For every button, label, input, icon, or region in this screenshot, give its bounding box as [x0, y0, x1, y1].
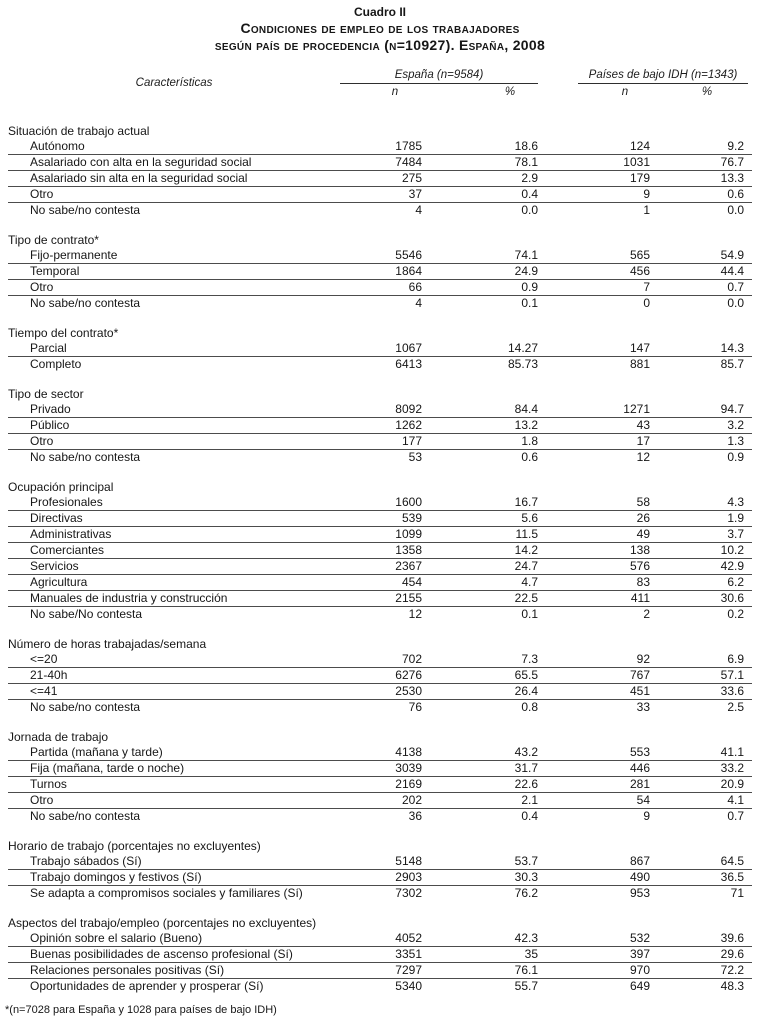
row-value: 4.7	[521, 575, 538, 589]
row-value: 0.0	[727, 203, 744, 217]
row-value: 76	[408, 700, 422, 714]
row-value: 54	[636, 793, 650, 807]
row-value: 22.5	[514, 591, 538, 605]
table-row	[8, 793, 752, 809]
row-value: 20.9	[720, 777, 744, 791]
row-value: 14.2	[514, 543, 538, 557]
row-label: Fija (mañana, tarde o noche)	[30, 761, 185, 775]
row-label: Directivas	[30, 511, 83, 525]
row-value: 0.6	[727, 187, 744, 201]
table-row	[8, 700, 752, 716]
row-value: 30.3	[514, 870, 538, 884]
row-value: 33	[636, 700, 650, 714]
row-value: 539	[401, 511, 422, 525]
row-value: 22.6	[514, 777, 538, 791]
row-value: 3351	[395, 947, 422, 961]
table-section	[8, 325, 752, 373]
row-value: 576	[629, 559, 650, 573]
row-value: 26.4	[514, 684, 538, 698]
row-value: 94.7	[720, 402, 744, 416]
row-label: No sabe/no contesta	[30, 296, 141, 310]
row-label: Partida (mañana y tarde)	[30, 745, 163, 759]
row-label: Privado	[30, 402, 71, 416]
table-row	[8, 809, 752, 825]
table-row	[8, 187, 752, 203]
row-value: 7	[643, 280, 650, 294]
row-value: 147	[629, 341, 650, 355]
row-label: Otro	[30, 793, 54, 807]
row-value: 0.9	[727, 450, 744, 464]
row-value: 55.7	[514, 979, 538, 993]
section-header: Aspectos del trabajo/empleo (porcentajes no excluyentes)	[8, 916, 317, 930]
row-value: 881	[629, 357, 650, 371]
row-value: 9	[643, 187, 650, 201]
row-value: 14.27	[507, 341, 538, 355]
row-value: 1067	[395, 341, 422, 355]
table-title-block	[0, 0, 760, 54]
row-value: 16.7	[514, 495, 538, 509]
row-value: 4	[415, 203, 422, 217]
table-title-line1: Condiciones de empleo de los trabajadores	[240, 20, 520, 36]
row-value: 66	[408, 280, 422, 294]
row-value: 2169	[395, 777, 422, 791]
row-value: 490	[629, 870, 650, 884]
table-section	[8, 729, 752, 825]
row-value: 85.73	[507, 357, 538, 371]
col-subheader-idh-n: n	[621, 86, 629, 98]
row-value: 4.3	[727, 495, 744, 509]
row-label: Administrativas	[30, 527, 112, 541]
table-row	[8, 248, 752, 264]
row-label: Se adapta a compromisos sociales y familiares (Sí)	[30, 886, 303, 900]
row-value: 0.7	[727, 280, 744, 294]
row-value: 281	[629, 777, 650, 791]
row-value: 1031	[623, 155, 650, 169]
table-row	[8, 139, 752, 155]
col-subheader-idh-pct: %	[701, 86, 713, 98]
row-label: No sabe/no contesta	[30, 809, 141, 823]
table-row	[8, 931, 752, 947]
table-row	[8, 418, 752, 434]
table-section	[8, 232, 752, 312]
row-value: 10.2	[720, 543, 744, 557]
row-value: 18.6	[514, 139, 538, 153]
row-value: 11.5	[515, 527, 538, 541]
row-value: 44.4	[720, 264, 744, 278]
row-value: 2.5	[727, 700, 744, 714]
row-value: 39.6	[720, 931, 744, 945]
section-header: Tipo de sector	[8, 387, 84, 401]
row-value: 446	[629, 761, 650, 775]
row-value: 1.9	[727, 511, 744, 525]
table-row	[8, 434, 752, 450]
row-value: 31.7	[514, 761, 538, 775]
row-value: 36	[408, 809, 422, 823]
row-value: 2903	[395, 870, 422, 884]
row-value: 649	[629, 979, 650, 993]
row-value: 83	[636, 575, 650, 589]
row-value: 953	[629, 886, 650, 900]
table-row	[8, 543, 752, 559]
row-value: 65.5	[514, 668, 538, 682]
table-row	[8, 495, 752, 511]
table-row	[8, 511, 752, 527]
table-row	[8, 963, 752, 979]
row-label: Temporal	[30, 264, 80, 278]
table-row	[8, 357, 752, 373]
row-value: 6.9	[727, 652, 744, 666]
row-value: 565	[629, 248, 650, 262]
row-value: 2367	[395, 559, 422, 573]
row-value: 35	[524, 947, 538, 961]
row-value: 33.6	[720, 684, 744, 698]
row-value: 76.7	[720, 155, 744, 169]
row-value: 5546	[395, 248, 422, 262]
table-row	[8, 886, 752, 902]
row-value: 41.1	[720, 745, 744, 759]
row-value: 970	[629, 963, 650, 977]
row-value: 454	[401, 575, 422, 589]
table-row	[8, 171, 752, 187]
table-row	[8, 870, 752, 886]
row-label: Oportunidades de aprender y prosperar (Sí)	[30, 979, 264, 993]
row-value: 532	[629, 931, 650, 945]
row-value: 37	[408, 187, 422, 201]
row-value: 26	[636, 511, 650, 525]
row-value: 867	[629, 854, 650, 868]
row-label: 21-40h	[30, 668, 68, 682]
row-value: 4	[415, 296, 422, 310]
row-value: 202	[401, 793, 422, 807]
row-label: Manuales de industria y construcción	[30, 591, 228, 605]
row-value: 14.3	[720, 341, 744, 355]
section-header: Tiempo del contrato*	[8, 326, 119, 340]
row-value: 0.4	[521, 187, 538, 201]
row-value: 42.9	[720, 559, 744, 573]
row-label: Trabajo sábados (Sí)	[30, 854, 142, 868]
row-value: 1	[643, 203, 650, 217]
row-value: 43.2	[514, 745, 538, 759]
row-value: 4.1	[727, 793, 744, 807]
row-value: 1600	[395, 495, 422, 509]
row-label: Profesionales	[30, 495, 103, 509]
table-title-line2: según país de procedencia (n=10927). España, 2008	[214, 37, 546, 53]
table-row	[8, 668, 752, 684]
row-value: 7302	[395, 886, 422, 900]
row-label: No sabe/no contesta	[30, 203, 141, 217]
table-section	[8, 123, 752, 219]
table-row	[8, 591, 752, 607]
row-value: 13.2	[514, 418, 538, 432]
row-value: 1864	[395, 264, 422, 278]
row-value: 397	[629, 947, 650, 961]
row-value: 78.1	[514, 155, 538, 169]
row-value: 72.2	[720, 963, 744, 977]
row-value: 0.1	[521, 607, 538, 621]
row-label: Otro	[30, 187, 54, 201]
table-row	[8, 947, 752, 963]
row-value: 13.3	[720, 171, 744, 185]
row-value: 767	[629, 668, 650, 682]
row-label: Parcial	[30, 341, 67, 355]
table-body	[8, 123, 752, 995]
row-label: Relaciones personales positivas (Sí)	[30, 963, 225, 977]
table-row	[8, 527, 752, 543]
row-value: 702	[401, 652, 422, 666]
table-section	[8, 915, 752, 995]
table-row	[8, 203, 752, 219]
table-row	[8, 341, 752, 357]
row-label: Opinión sobre el salario (Bueno)	[30, 931, 203, 945]
section-header: Ocupación principal	[8, 480, 114, 494]
table-row	[8, 777, 752, 793]
table-row	[8, 979, 752, 995]
row-value: 12	[408, 607, 422, 621]
row-value: 71	[730, 886, 744, 900]
table-footnote: *(n=7028 para España y 1028 para países de bajo IDH)	[5, 1004, 277, 1016]
row-value: 0.0	[727, 296, 744, 310]
row-value: 5148	[395, 854, 422, 868]
row-label: <=20	[30, 652, 58, 666]
row-value: 24.7	[514, 559, 538, 573]
row-label: Fijo-permanente	[30, 248, 118, 262]
row-value: 138	[629, 543, 650, 557]
row-label: Otro	[30, 280, 54, 294]
row-value: 0.4	[521, 809, 538, 823]
table-row	[8, 155, 752, 171]
row-value: 1.3	[727, 434, 744, 448]
row-value: 24.9	[514, 264, 538, 278]
row-value: 124	[629, 139, 650, 153]
table-column-header	[8, 69, 752, 99]
row-label: Completo	[30, 357, 82, 371]
row-label: Buenas posibilidades de ascenso profesional (Sí)	[30, 947, 293, 961]
table-row	[8, 280, 752, 296]
row-value: 3.7	[727, 527, 744, 541]
row-label: Asalariado sin alta en la seguridad social	[30, 171, 248, 185]
row-label: Comerciantes	[30, 543, 105, 557]
row-value: 179	[629, 171, 650, 185]
row-value: 54.9	[720, 248, 744, 262]
row-value: 64.5	[720, 854, 744, 868]
table-row	[8, 296, 752, 312]
row-value: 1358	[395, 543, 422, 557]
row-label: Autónomo	[30, 139, 85, 153]
row-label: Trabajo domingos y festivos (Sí)	[30, 870, 202, 884]
row-value: 42.3	[514, 931, 538, 945]
row-value: 57.1	[720, 668, 744, 682]
row-value: 0.7	[727, 809, 744, 823]
row-value: 0.0	[521, 203, 538, 217]
section-header: Jornada de trabajo	[8, 730, 109, 744]
table-row	[8, 684, 752, 700]
row-value: 7.3	[521, 652, 538, 666]
table-row	[8, 559, 752, 575]
row-value: 2	[643, 607, 650, 621]
row-label: <=41	[30, 684, 58, 698]
row-value: 6.2	[727, 575, 744, 589]
row-value: 5.6	[521, 511, 538, 525]
row-value: 17	[636, 434, 650, 448]
row-value: 85.7	[720, 357, 744, 371]
row-value: 553	[629, 745, 650, 759]
row-label: Servicios	[30, 559, 79, 573]
row-label: No sabe/no contesta	[30, 700, 141, 714]
row-value: 2530	[395, 684, 422, 698]
row-value: 8092	[395, 402, 422, 416]
row-value: 53	[408, 450, 422, 464]
row-value: 3.2	[727, 418, 744, 432]
row-value: 1262	[395, 418, 422, 432]
row-value: 36.5	[720, 870, 744, 884]
row-value: 0.2	[727, 607, 744, 621]
row-value: 33.2	[720, 761, 744, 775]
row-value: 7297	[395, 963, 422, 977]
row-value: 76.2	[514, 886, 538, 900]
row-value: 4138	[395, 745, 422, 759]
row-label: Otro	[30, 434, 54, 448]
row-value: 6276	[395, 668, 422, 682]
table-section	[8, 636, 752, 716]
row-value: 2.1	[521, 793, 538, 807]
table-section	[8, 838, 752, 902]
row-value: 2.9	[521, 171, 538, 185]
col-subheader-espana-pct: %	[504, 86, 516, 98]
table-row	[8, 264, 752, 280]
row-label: Turnos	[30, 777, 67, 791]
row-value: 0.9	[521, 280, 538, 294]
row-value: 74.1	[514, 248, 538, 262]
table-row	[8, 652, 752, 668]
table-row	[8, 402, 752, 418]
col-header-caracteristicas: Características	[135, 77, 213, 89]
row-label: Público	[30, 418, 70, 432]
table-row	[8, 450, 752, 466]
row-value: 58	[636, 495, 650, 509]
table-section	[8, 479, 752, 623]
row-value: 2155	[395, 591, 422, 605]
row-value: 3039	[395, 761, 422, 775]
row-value: 12	[636, 450, 650, 464]
table-row	[8, 607, 752, 623]
table-row	[8, 745, 752, 761]
row-value: 9	[643, 809, 650, 823]
table-row	[8, 761, 752, 777]
row-value: 6413	[395, 357, 422, 371]
table-row	[8, 575, 752, 591]
row-value: 84.4	[514, 402, 538, 416]
row-value: 456	[629, 264, 650, 278]
section-header: Número de horas trabajadas/semana	[8, 637, 207, 651]
col-group-bajo-idh: Países de bajo IDH (n=1343)	[578, 69, 748, 84]
row-value: 0.8	[521, 700, 538, 714]
row-value: 411	[630, 591, 650, 605]
row-value: 48.3	[720, 979, 744, 993]
row-value: 76.1	[514, 963, 538, 977]
row-value: 30.6	[720, 591, 744, 605]
row-value: 1.8	[521, 434, 538, 448]
section-header: Situación de trabajo actual	[8, 124, 150, 138]
row-value: 4052	[395, 931, 422, 945]
row-value: 0	[643, 296, 650, 310]
row-value: 43	[636, 418, 650, 432]
row-value: 1099	[395, 527, 422, 541]
row-value: 0.6	[521, 450, 538, 464]
row-value: 1785	[395, 139, 422, 153]
row-label: No sabe/no contesta	[30, 450, 141, 464]
row-value: 29.6	[720, 947, 744, 961]
section-header: Tipo de contrato*	[8, 233, 99, 247]
row-value: 451	[629, 684, 650, 698]
table-section	[8, 386, 752, 466]
row-label: Agricultura	[30, 575, 88, 589]
row-value: 49	[636, 527, 650, 541]
row-value: 9.2	[727, 139, 744, 153]
table-number: Cuadro II	[353, 5, 406, 19]
col-group-espana: España (n=9584)	[340, 69, 538, 84]
row-value: 0.1	[521, 296, 538, 310]
row-label: No sabe/No contesta	[30, 607, 143, 621]
table-row	[8, 854, 752, 870]
row-value: 53.7	[514, 854, 538, 868]
section-header: Horario de trabajo (porcentajes no excluyentes)	[8, 839, 261, 853]
row-value: 275	[401, 171, 422, 185]
row-value: 92	[636, 652, 650, 666]
row-label: Asalariado con alta en la seguridad social	[30, 155, 252, 169]
col-subheader-espana-n: n	[391, 86, 399, 98]
row-value: 5340	[395, 979, 422, 993]
row-value: 1271	[623, 402, 650, 416]
row-value: 177	[401, 434, 422, 448]
row-value: 7484	[395, 155, 422, 169]
